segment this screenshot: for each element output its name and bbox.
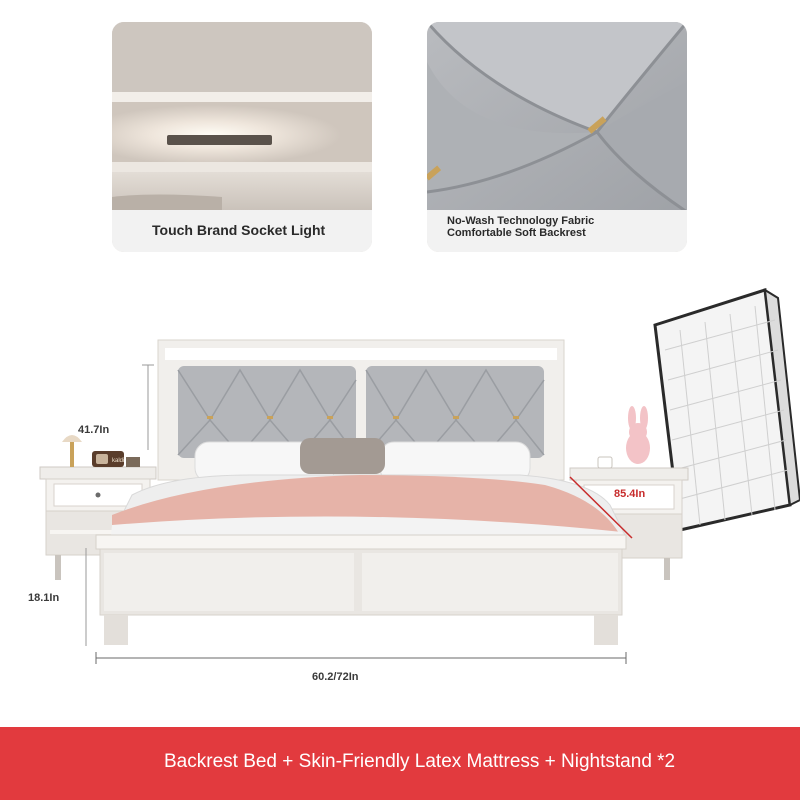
height-dimension-line xyxy=(142,365,154,450)
socket-light-caption xyxy=(112,210,372,252)
feature-card-soft-backrest xyxy=(427,22,687,252)
soft-backrest-caption-line-1: No-Wash Technology Fabric xyxy=(447,215,595,227)
soft-backrest-caption xyxy=(427,210,687,252)
bed-set-scene xyxy=(0,270,800,720)
socket-light-caption-text: Touch Brand Socket Light xyxy=(152,222,326,238)
bundle-banner-text: Backrest Bed + Skin-Friendly Latex Mattress + Nightstand *2 xyxy=(164,751,676,772)
bed-width-label: 60.2/72In xyxy=(312,671,359,683)
bed-height-label: 18.1In xyxy=(28,592,60,604)
bed-footboard xyxy=(96,535,626,645)
bed-set-illustration xyxy=(0,270,800,720)
clock-radio-text: kaldi xyxy=(112,458,125,464)
bundle-banner xyxy=(0,727,800,800)
feature-card-socket-light xyxy=(112,22,372,252)
soft-backrest-caption-line-2: Comfortable Soft Backrest xyxy=(447,227,586,239)
bed-length-label: 85.4In xyxy=(614,488,646,500)
width-dimension-line xyxy=(96,652,626,664)
nightstand-height-label: 41.7In xyxy=(78,424,110,436)
soft-backrest-photo xyxy=(427,22,687,212)
socket-light-photo xyxy=(112,22,372,212)
